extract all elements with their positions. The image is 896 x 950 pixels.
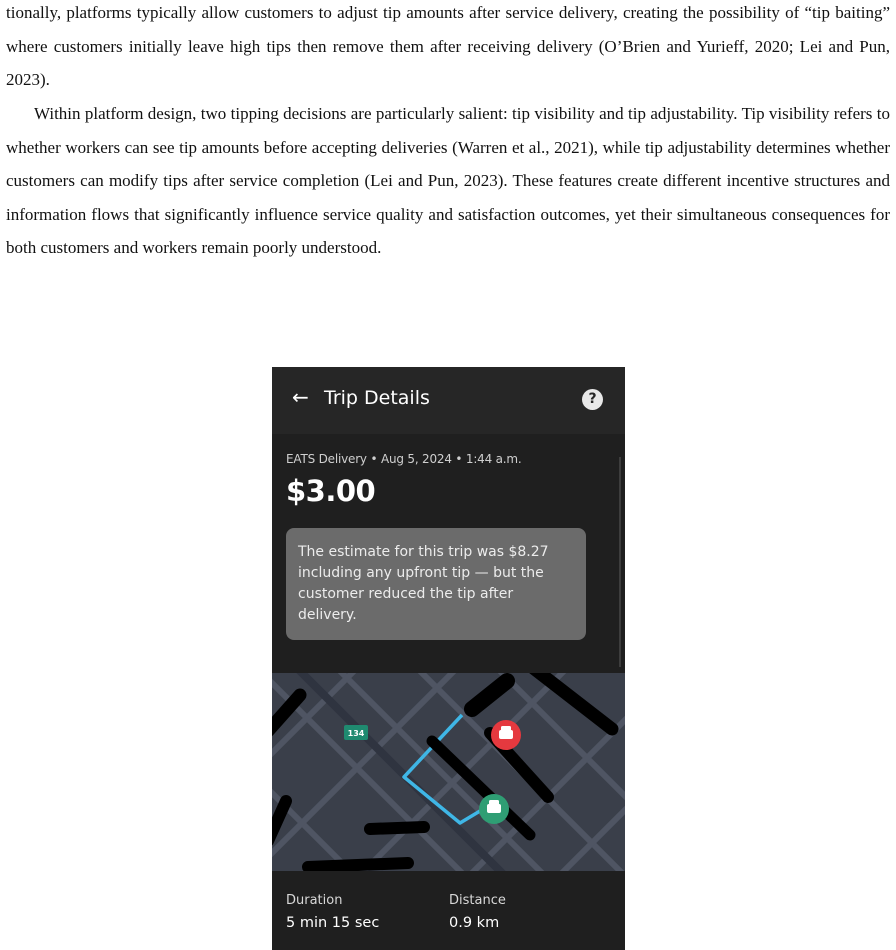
paragraph-continuation: tionally, platforms typically allow customers to adjust tip amounts after service delivery, creating the possibility of “tip baiting” where customers initially leave high tips then remove them after receiving delivery (O’Brien and Yurieff, 2020; Lei and Pun, 2023). xyxy=(6,3,890,89)
duration-label: Duration xyxy=(286,893,343,908)
route-sign-label: 134 xyxy=(347,729,365,738)
tip-reduced-notice: The estimate for this trip was $8.27 including any upfront tip — but the customer reduced the tip after delivery. xyxy=(286,528,586,640)
dropoff-marker-icon xyxy=(479,794,509,824)
help-icon[interactable]: ? xyxy=(582,389,603,410)
trip-meta: EATS Delivery • Aug 5, 2024 • 1:44 a.m. xyxy=(286,452,522,466)
paragraph-tip-decisions: Within platform design, two tipping decisions are particularly salient: tip visibility and tip adjustability. Tip visibility refers to whether workers can see tip amounts before accepting deliveries (Warren et al., 2021), while tip adjustability determines whether customers can modify tips after service completion (Lei and Pun, 2023). These features create different incentive structures and information flows that significantly influence service quality and satisfaction outcomes, yet their simultaneous consequences for both customers and workers remain poorly understood. xyxy=(6,104,890,257)
page-title: Trip Details xyxy=(324,387,430,409)
trip-amount: $3.00 xyxy=(286,474,376,508)
pickup-marker-icon xyxy=(491,720,521,750)
trip-details-screenshot xyxy=(272,367,625,950)
map-canvas xyxy=(272,673,625,871)
trip-stats xyxy=(272,871,625,950)
duration-value: 5 min 15 sec xyxy=(286,915,380,931)
back-arrow-icon[interactable]: ← xyxy=(292,385,309,409)
trip-map[interactable] xyxy=(272,673,625,871)
distance-value: 0.9 km xyxy=(449,915,500,931)
top-bar xyxy=(272,367,625,434)
distance-label: Distance xyxy=(449,893,506,908)
scrollbar[interactable] xyxy=(619,457,621,667)
